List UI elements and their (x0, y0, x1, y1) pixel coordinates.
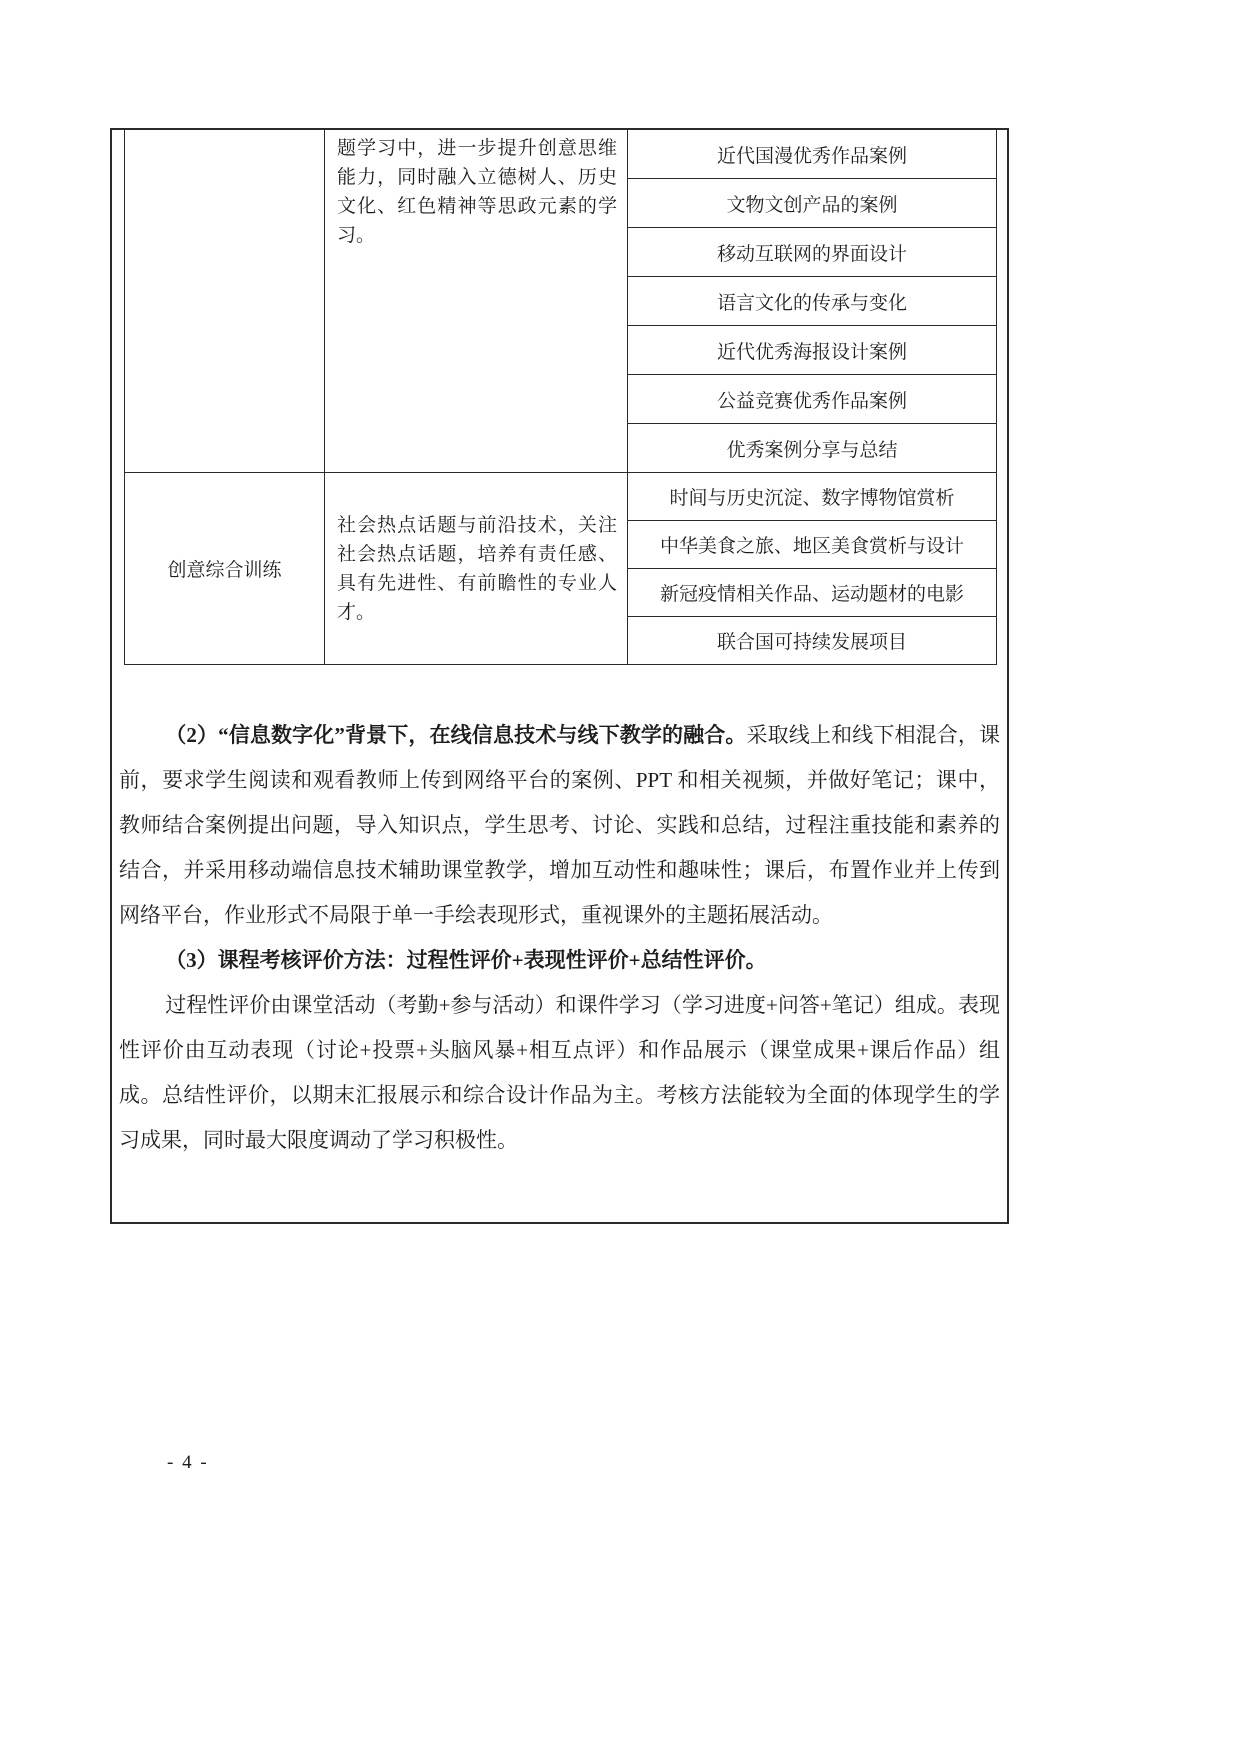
paragraph-digital-info (119, 713, 1000, 938)
document-content-border (110, 128, 1009, 1224)
table-row-creative-training (125, 472, 996, 664)
table-cell-case-item: 新冠疫情相关作品、运动题材的电影 (628, 568, 996, 616)
paragraph-heading-2: （2）“信息数字化”背景下，在线信息技术与线下教学的融合。 (165, 723, 747, 747)
table-cell-case-item: 语言文化的传承与变化 (628, 276, 996, 325)
table-cell-case-item: 近代优秀海报设计案例 (628, 325, 996, 374)
table-cell-case-item: 移动互联网的界面设计 (628, 227, 996, 276)
table-cell-description: 社会热点话题与前沿技术，关注社会热点话题，培养有责任感、具有先进性、有前瞻性的专业人才。 (325, 473, 628, 664)
table-cell-module-empty (125, 130, 325, 472)
table-cell-case-item: 中华美食之旅、地区美食赏析与设计 (628, 520, 996, 568)
table-cell-module: 创意综合训练 (125, 473, 325, 664)
course-content-table (124, 130, 997, 665)
table-row-continued (125, 130, 996, 472)
table-cell-description: 题学习中，进一步提升创意思维能力，同时融入立德树人、历史文化、红色精神等思政元素的学习。 (325, 130, 628, 472)
paragraph-heading-3: （3）课程考核评价方法：过程性评价+表现性评价+总结性评价。 (165, 948, 767, 972)
page-number: - 4 - (167, 1452, 209, 1473)
table-cell-case-item: 联合国可持续发展项目 (628, 616, 996, 664)
body-paragraphs (112, 713, 1007, 1163)
table-cell-case-item: 公益竞赛优秀作品案例 (628, 374, 996, 423)
table-cell-case-list (628, 130, 996, 472)
table-cell-case-item: 时间与历史沉淀、数字博物馆赏析 (669, 488, 955, 509)
table-cell-case-item: 文物文创产品的案例 (628, 178, 996, 227)
table-cell-case-list (628, 473, 996, 664)
paragraph-evaluation-detail: 过程性评价由课堂活动（考勤+参与活动）和课件学习（学习进度+问答+笔记）组成。表现性评价由互动表现（讨论+投票+头脑风暴+相互点评）和作品展示（课堂成果+课后作品）组成。总结性评价，以期末汇报展示和综合设计作品为主。考核方法能较为全面的体现学生的学习成果，同时最大限度调动了学习积极性。 (119, 993, 1000, 1152)
table-cell-case-item: 近代国漫优秀作品案例 (716, 145, 907, 167)
paragraph-body-2: 采取线上和线下相混合，课前，要求学生阅读和观看教师上传到网络平台的案例、PPT 和相关视频，并做好笔记；课中，教师结合案例提出问题，导入知识点，学生思考、讨论、实践和总结，过程注重技能和素养的结合，并采用移动端信息技术辅助课堂教学，增加互动性和趣味性；课后，布置作业并上传到网络平台，作业形式不局限于单一手绘表现形式，重视课外的主题拓展活动。 (119, 723, 1001, 927)
table-cell-case-item: 优秀案例分享与总结 (628, 423, 996, 472)
